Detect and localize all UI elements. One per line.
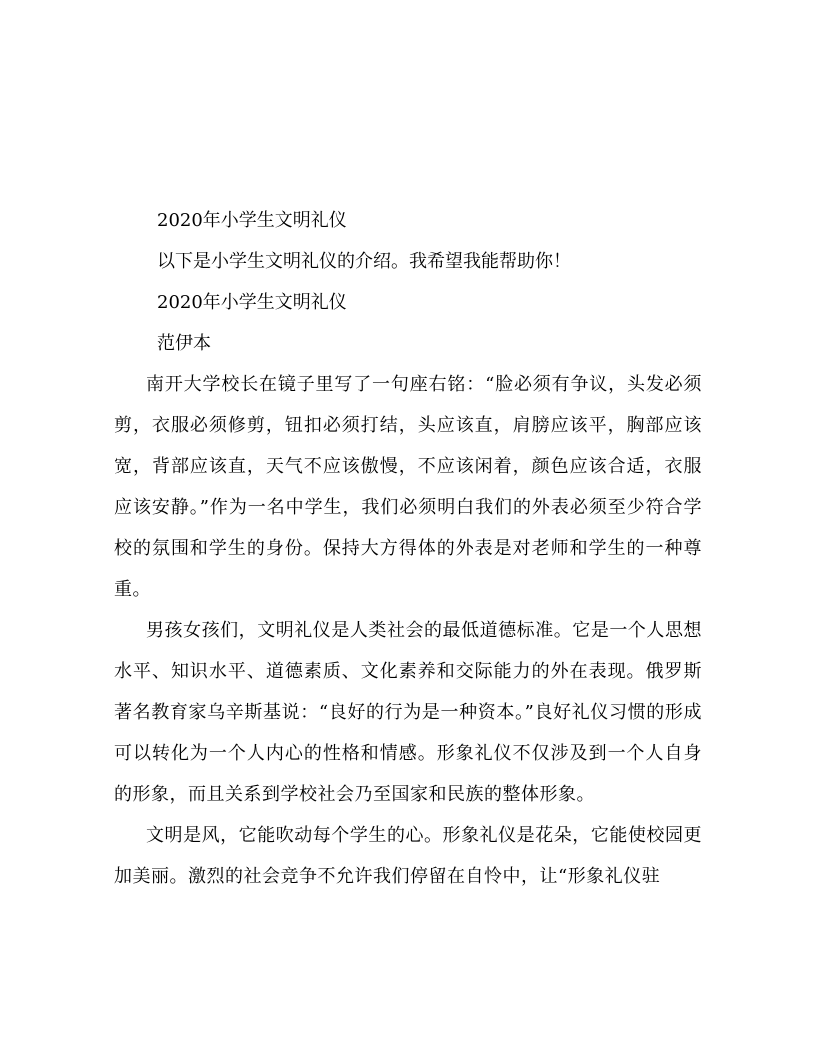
paragraph: 男孩女孩们，文明礼仪是人类社会的最低道德标准。它是一个人思想水平、知识水平、道德素质、文化素养和交际能力的外在表现。俄罗斯著名教育家乌辛斯基说：“良好的行为是一种资本。”良好礼仪习惯的形成可以转化为一个人内心的性格和情感。形象礼仪不仅涉及到一个人自身的形象，而且关系到学校社会乃至国家和民族的整体形象。 [114, 620, 702, 805]
paragraph: 南开大学校长在镜子里写了一句座右铭：“脸必须有争议，头发必须剪，衣服必须修剪，钮扣必须打结，头应该直，肩膀应该平，胸部应该宽，背部应该直，天气不应该傲慢，不应该闲着，颜色应该合适，衣服应该安静。”作为一名中学生，我们必须明白我们的外表必须至少符合学校的氛围和学生的身份。保持大方得体的外表是对老师和学生的一种尊重。 [114, 374, 702, 600]
paragraph: 文明是风，它能吹动每个学生的心。形象礼仪是花朵，它能使校园更加美丽。激烈的社会竞争不允许我们停留在自怜中，让“形象礼仪驻 [114, 825, 702, 887]
author-name: 范伊本 [157, 333, 211, 354]
intro-text: 以下是小学生文明礼仪的介绍。我希望我能帮助你！ [157, 251, 571, 272]
document-subtitle: 2020年小学生文明礼仪 [157, 292, 347, 313]
document-body [114, 200, 702, 897]
document-title: 2020年小学生文明礼仪 [157, 210, 347, 231]
